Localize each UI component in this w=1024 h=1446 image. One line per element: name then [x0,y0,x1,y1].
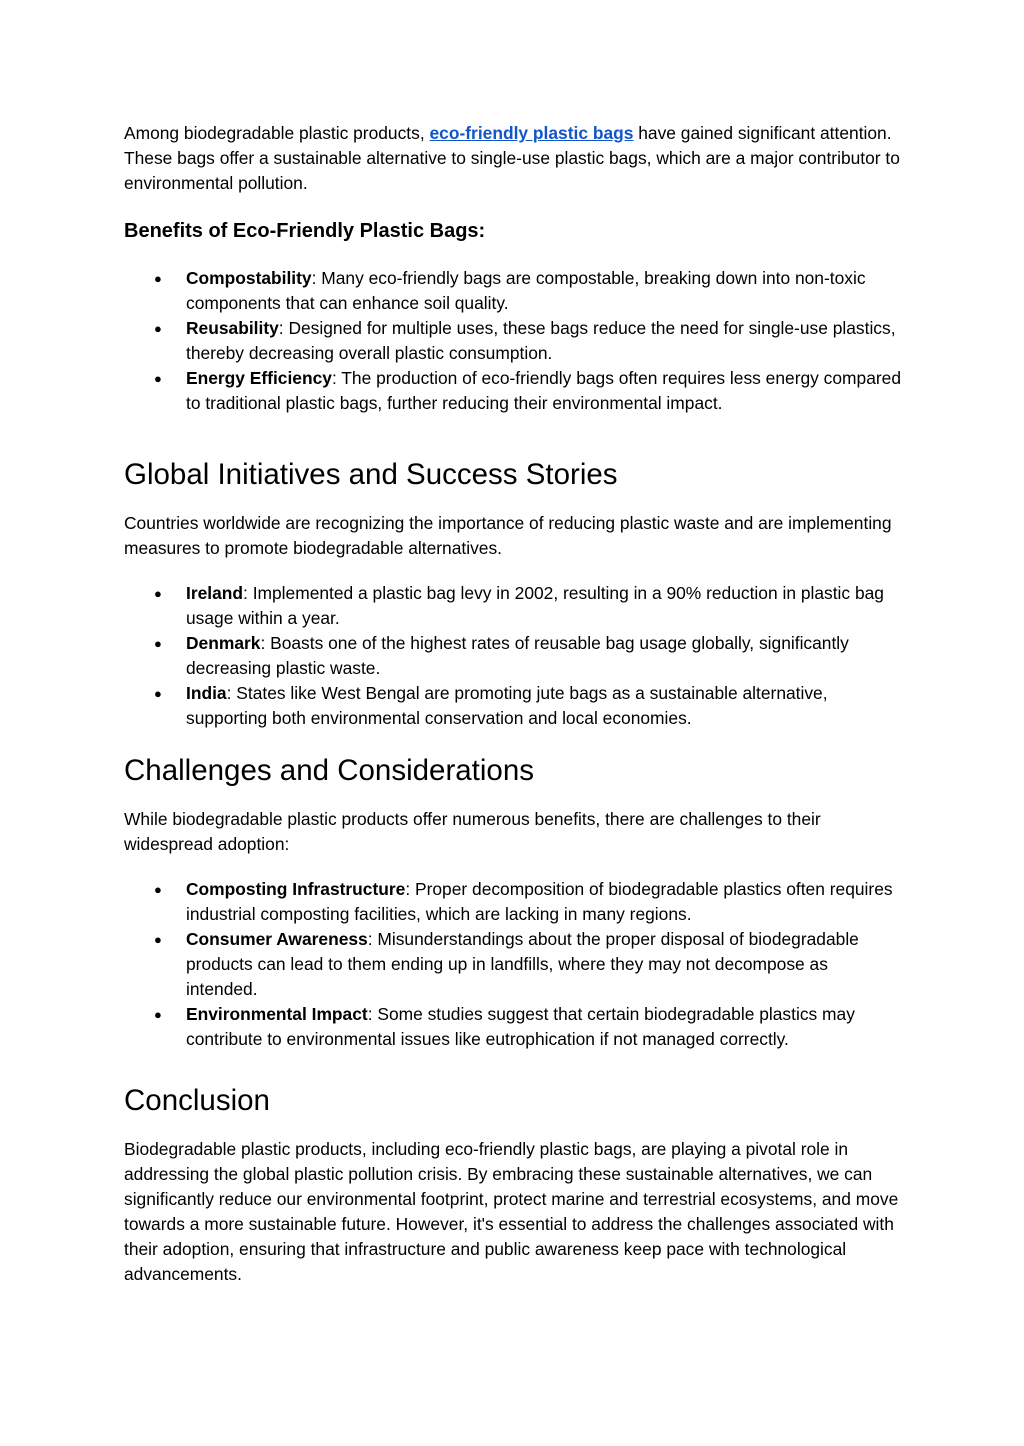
challenges-paragraph: While biodegradable plastic products offer numerous benefits, there are challenges to their widespread adoption: [124,809,821,854]
list-item-text: : Boasts one of the highest rates of reusable bag usage globally, significantly decreasing plastic waste. [186,633,849,678]
intro-text-after-link: have gained significant attention. These bags offer a sustainable alternative to single-use plastic bags, which are a major contributor to environmental pollution. [124,123,900,193]
document-page [124,121,904,1287]
global-initiatives-heading: Global Initiatives and Success Stories [124,458,618,491]
global-initiatives-list [124,581,904,731]
challenges-heading: Challenges and Considerations [124,754,534,787]
list-item [124,1002,904,1052]
list-item-text: : States like West Bengal are promoting jute bags as a sustainable alternative, supporting both environmental conservation and local economies. [186,683,828,728]
intro-paragraph [124,121,904,196]
bullet-icon: ● [154,321,162,336]
list-item [124,927,904,1002]
bullet-icon: ● [154,586,162,601]
eco-friendly-bags-link[interactable]: eco-friendly plastic bags [429,123,634,143]
list-item-term: Denmark [186,633,261,653]
list-item-term: Energy Efficiency [186,368,332,388]
intro-text-before-link: Among biodegradable plastic products, [124,123,430,143]
list-item [124,581,904,631]
list-item-text: : The production of eco-friendly bags often requires less energy compared to traditional plastic bags, further reducing their environmental impact. [186,368,902,413]
list-item-term: Compostability [186,268,312,288]
benefits-heading: Benefits of Eco-Friendly Plastic Bags: [124,220,486,242]
bullet-icon: ● [154,371,162,386]
benefits-list [124,266,904,416]
bullet-icon: ● [154,1007,162,1022]
conclusion-paragraph: Biodegradable plastic products, including eco-friendly plastic bags, are playing a pivotal role in addressing the global plastic pollution crisis. By embracing these sustainable alternatives, we can significantly reduce our environmental footprint, protect marine and terrestrial ecosystems, and move towards a more sustainable future. However, it's essential to address the challenges associated with their adoption, ensuring that infrastructure and public awareness keep pace with technological advancements. [124,1139,899,1284]
bullet-icon: ● [154,636,162,651]
bullet-icon: ● [154,686,162,701]
list-item [124,877,904,927]
challenges-list [124,877,904,1052]
list-item-term: Environmental Impact [186,1004,368,1024]
list-item-text: : Designed for multiple uses, these bags reduce the need for single-use plastics, thereby decreasing overall plastic consumption. [186,318,896,363]
bullet-icon: ● [154,882,162,897]
list-item-term: India [186,683,227,703]
conclusion-heading: Conclusion [124,1084,270,1117]
bullet-icon: ● [154,271,162,286]
list-item-text: : Some studies suggest that certain biodegradable plastics may contribute to environmental issues like eutrophication if not managed correctly. [186,1004,855,1049]
list-item-term: Consumer Awareness [186,929,368,949]
list-item-term: Reusability [186,318,279,338]
list-item [124,266,904,316]
list-item-text: : Many eco-friendly bags are compostable, breaking down into non-toxic components that can enhance soil quality. [186,268,866,313]
list-item [124,316,904,366]
bullet-icon: ● [154,932,162,947]
list-item [124,631,904,681]
list-item [124,366,904,416]
global-initiatives-paragraph: Countries worldwide are recognizing the importance of reducing plastic waste and are implementing measures to promote biodegradable alternatives. [124,513,892,558]
list-item-text: : Proper decomposition of biodegradable plastics often requires industrial composting facilities, which are lacking in many regions. [186,879,893,924]
list-item [124,681,904,731]
list-item-text: : Implemented a plastic bag levy in 2002, resulting in a 90% reduction in plastic bag usage within a year. [186,583,884,628]
list-item-text: : Misunderstandings about the proper disposal of biodegradable products can lead to them ending up in landfills, where they may not decompose as intended. [186,929,859,999]
list-item-term: Ireland [186,583,244,603]
list-item-term: Composting Infrastructure [186,879,406,899]
